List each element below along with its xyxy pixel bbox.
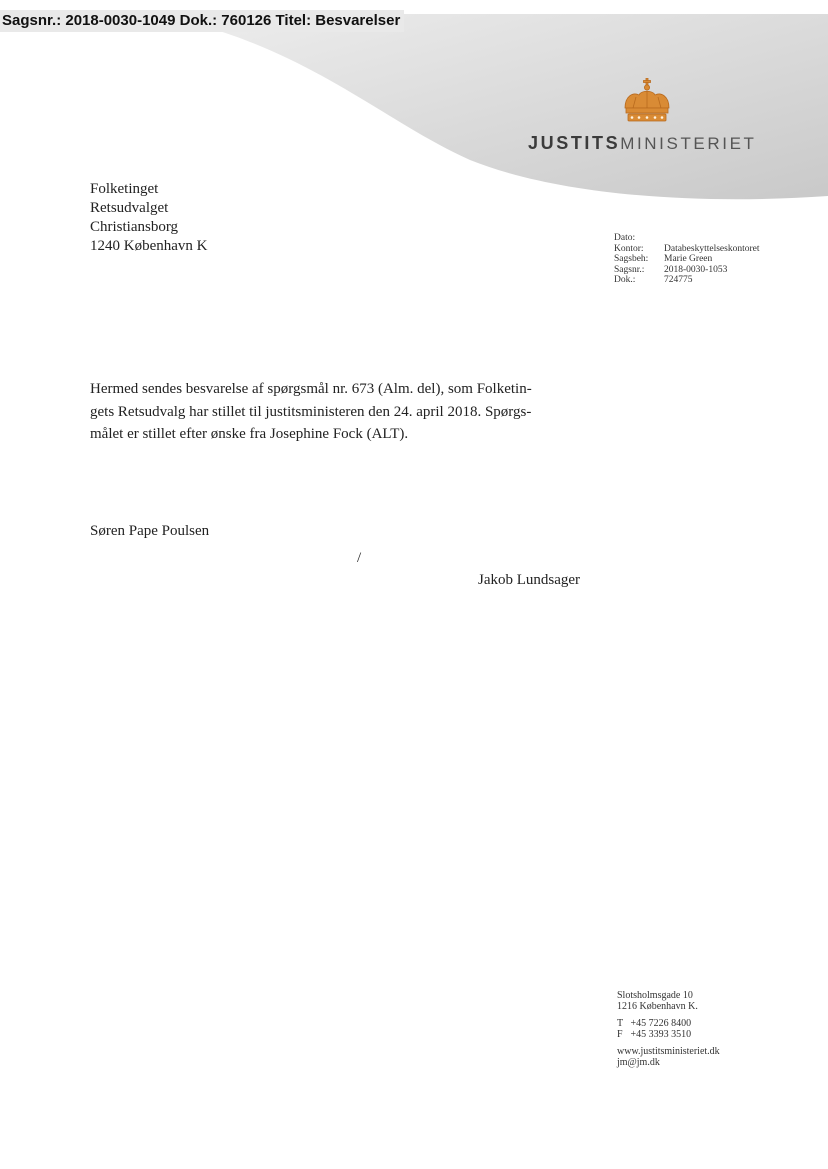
body-line: målet er stillet efter ønske fra Josephine Fock (ALT). — [90, 426, 409, 442]
address-line: 1216 København K. — [617, 1001, 698, 1012]
recipient-line: Retsudvalget — [90, 200, 169, 216]
meta-row-case-number — [614, 265, 760, 276]
document-metadata — [614, 233, 760, 286]
recipient-line: 1240 København K — [90, 238, 208, 254]
footer-web — [617, 1046, 720, 1068]
ministry-contact-footer — [617, 990, 720, 1074]
meta-label: Sagsbeh: — [614, 254, 649, 264]
meta-label: Dato: — [614, 233, 636, 243]
letter-body — [90, 378, 610, 446]
fax-label: F — [617, 1029, 623, 1040]
meta-value: 2018-0030-1053 — [664, 264, 728, 275]
website-link[interactable]: www.justitsministeriet.dk — [617, 1046, 720, 1057]
recipient-line: Folketinget — [90, 181, 159, 197]
footer-phones — [617, 1018, 720, 1040]
signature-minister: Søren Pape Poulsen — [90, 523, 210, 539]
meta-row-caseworker — [614, 254, 760, 265]
meta-value: 724775 — [664, 275, 693, 285]
recipient-address — [90, 180, 207, 256]
case-number-stamp: Sagsnr.: 2018-0030-1049 Dok.: 760126 Titel: Besvarelser — [0, 10, 404, 32]
address-line: Slotsholmsgade 10 — [617, 990, 693, 1001]
recipient-line: Christiansborg — [90, 219, 179, 235]
royal-crown-icon — [619, 78, 675, 124]
phone-line — [617, 1018, 720, 1029]
fax-line — [617, 1029, 720, 1040]
meta-label: Kontor: — [614, 243, 644, 254]
meta-value: Databeskyttelseskontoret — [664, 243, 760, 254]
phone-label: T — [617, 1018, 624, 1029]
meta-value: Marie Green — [664, 254, 713, 264]
body-line: Hermed sendes besvarelse af spørgsmål nr. 673 (Alm. del), som Folketin- — [90, 381, 532, 397]
meta-label: Sagsnr.: — [614, 264, 645, 275]
signature-slash: / — [357, 550, 362, 566]
meta-row-office — [614, 244, 760, 255]
ministry-name-bold: JUSTITS — [528, 133, 621, 153]
ministry-name — [528, 133, 757, 154]
signature-official: Jakob Lundsager — [478, 572, 581, 588]
fax-number: +45 3393 3510 — [630, 1029, 692, 1040]
footer-address — [617, 990, 720, 1012]
body-line: gets Retsudvalg har stillet til justitsministeren den 24. april 2018. Spørgs- — [90, 403, 532, 420]
meta-row-date — [614, 233, 760, 244]
email-link[interactable]: jm@jm.dk — [617, 1057, 660, 1068]
meta-row-document — [614, 275, 760, 286]
phone-number: +45 7226 8400 — [630, 1018, 692, 1029]
meta-label: Dok.: — [614, 275, 636, 285]
ministry-name-light: MINISTERIET — [620, 134, 757, 153]
